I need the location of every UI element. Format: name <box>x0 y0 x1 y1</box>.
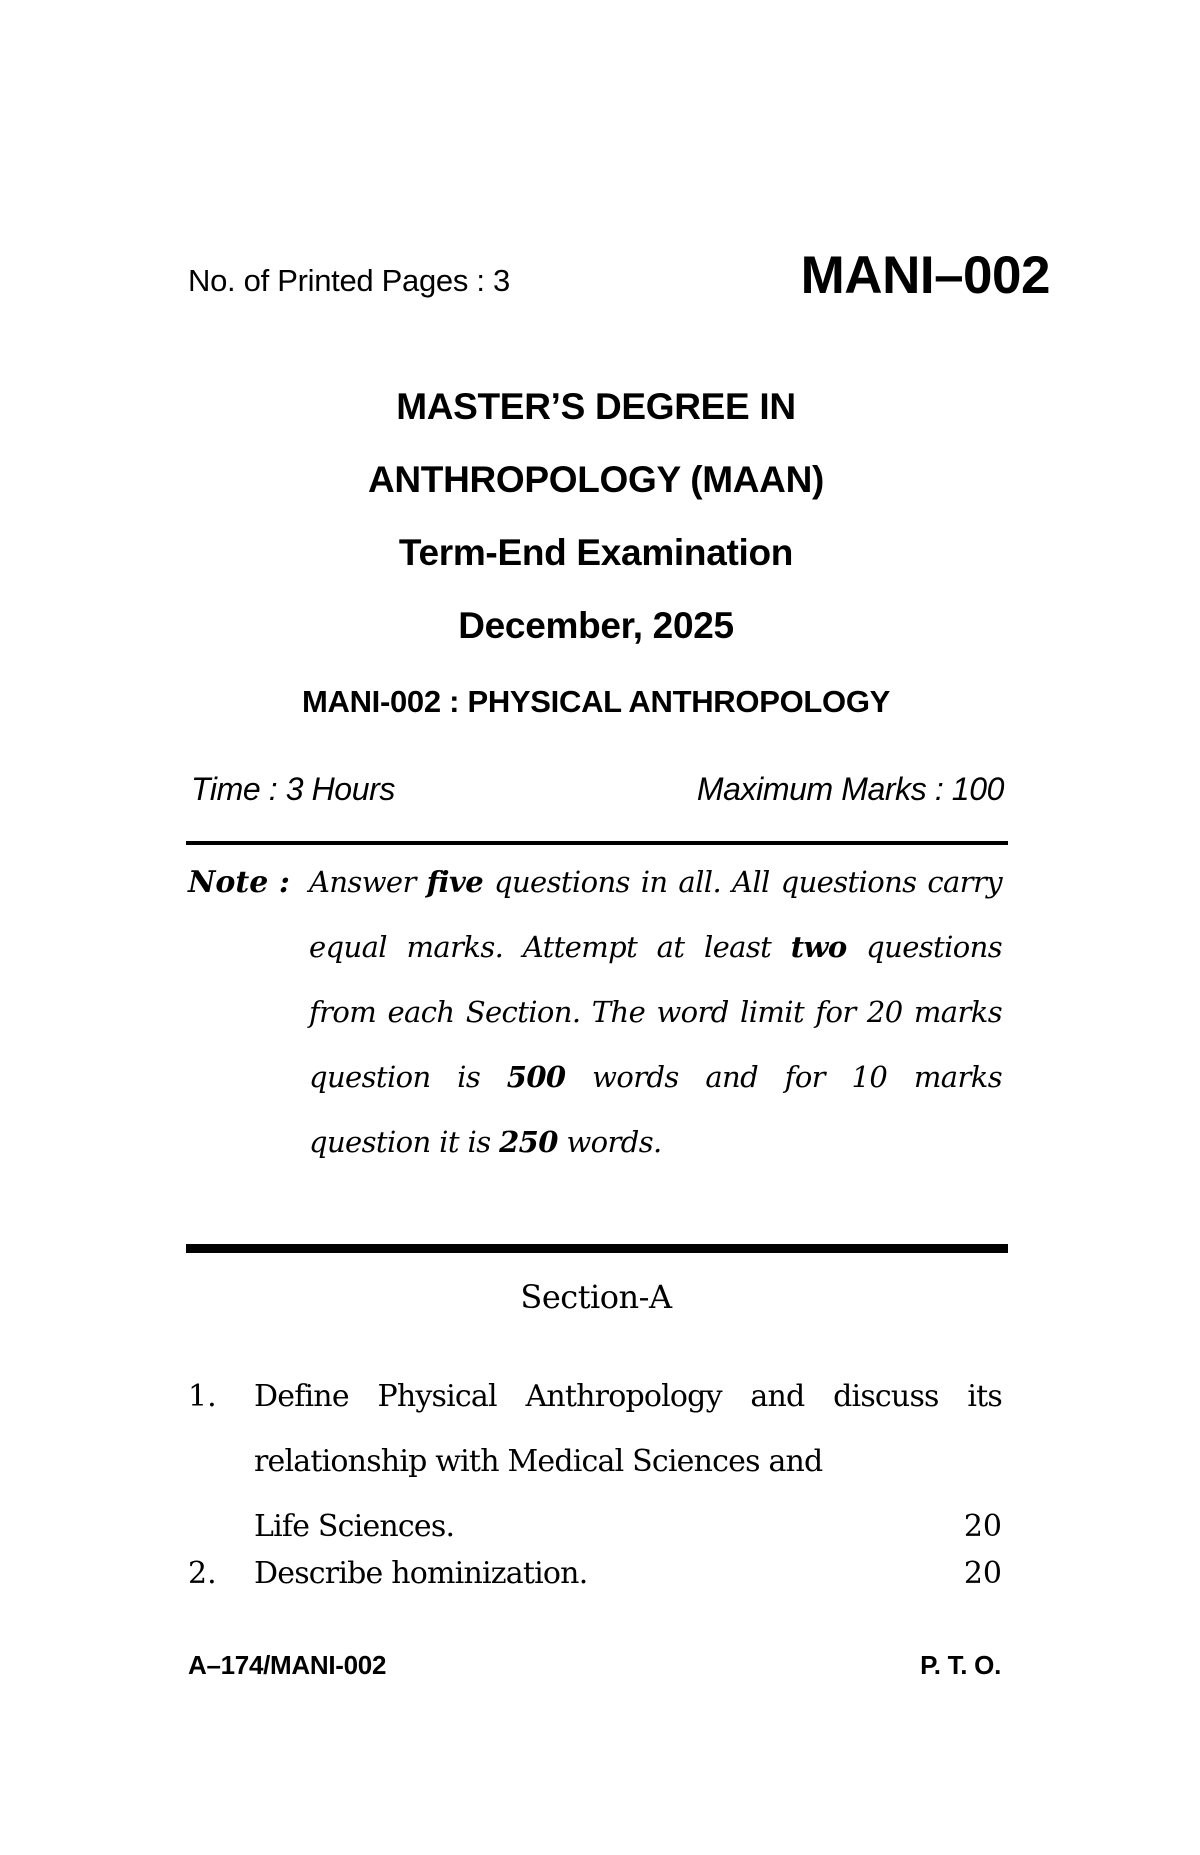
question-body <box>254 1364 1002 1559</box>
divider-thin <box>186 841 1008 845</box>
header-row <box>188 245 1050 315</box>
maximum-marks: Maximum Marks : 100 <box>696 771 1004 807</box>
degree-title-line-1: MASTER’S DEGREE IN <box>396 386 796 427</box>
question-marks: 20 <box>963 1509 1002 1544</box>
question-last-line <box>254 1541 1002 1606</box>
question-text-end: Life Sciences. <box>254 1509 455 1544</box>
divider-thick <box>186 1244 1008 1253</box>
question-text: Define Physical Anthropology and discuss its relationship with Medical Sciences and <box>254 1379 1002 1479</box>
note-text: Answer five questions in all. All questions carry equal marks. Attempt at least two questions from each Section. The word limit for 20 marks question is 500 words and for 10 marks question it is 250 words. <box>309 865 1002 1159</box>
please-turn-over: P. T. O. <box>920 1650 1001 1680</box>
degree-title-line-2: ANTHROPOLOGY (MAAN) <box>367 459 825 500</box>
course-code: MANI–002 <box>800 246 1050 305</box>
emphasis-five: five <box>426 865 484 899</box>
question-text: Describe hominization. <box>254 1556 588 1591</box>
printed-pages-count: No. of Printed Pages : 3 <box>188 263 510 298</box>
question-body <box>254 1541 1002 1606</box>
emphasis-500: 500 <box>506 1060 566 1094</box>
section-heading: Section-A <box>520 1278 672 1316</box>
time-allowed: Time : 3 Hours <box>191 771 395 807</box>
question-number: 2. <box>188 1556 217 1591</box>
emphasis-two: two <box>790 930 847 964</box>
exam-title <box>188 378 1004 670</box>
question-number: 1. <box>188 1379 217 1414</box>
paper-title: MANI-002 : PHYSICAL ANTHROPOLOGY <box>301 684 891 719</box>
note-label: Note : <box>188 865 290 900</box>
exam-date: December, 2025 <box>458 605 734 646</box>
exam-type: Term-End Examination <box>398 532 794 573</box>
paper-code-footer: A–174/MANI-002 <box>188 1650 387 1680</box>
question-marks: 20 <box>963 1556 1002 1591</box>
emphasis-250: 250 <box>499 1125 558 1159</box>
